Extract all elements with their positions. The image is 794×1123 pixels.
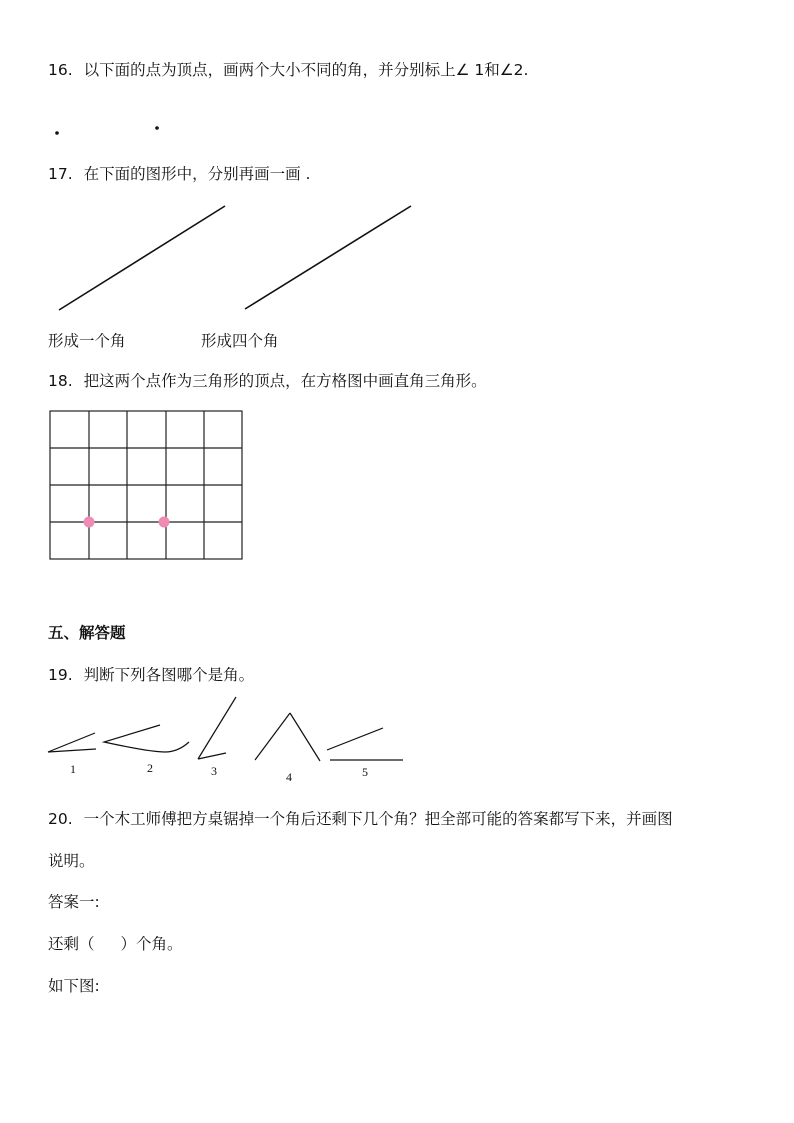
q19-text: 判断下列各图哪个是角。 — [83, 666, 255, 684]
q19-label-1: 1 — [70, 762, 76, 776]
q16-text: 以下面的点为顶点，画两个大小不同的角，并分别标上∠ 1和∠2. — [83, 61, 529, 79]
q20-number: 20. — [48, 810, 73, 828]
q19-fig4-ray-b — [290, 713, 320, 761]
q19-fig4-ray-a — [255, 713, 290, 760]
q19-fig2-shape — [104, 725, 189, 752]
q20-figure-label: 如下图: — [48, 977, 100, 995]
q17-number: 17. — [48, 165, 73, 183]
q19-label-5: 5 — [362, 765, 368, 779]
q19-label-2: 2 — [147, 761, 153, 775]
q20-remaining-suffix: ）个角。 — [120, 935, 183, 953]
q20-remaining-line — [48, 934, 183, 954]
q18-number: 18. — [48, 372, 73, 390]
q17-label-right: 形成四个角 — [201, 332, 279, 350]
q20-text-line1: 一个木工师傅把方桌锯掉一个角后还剩下几个角？把全部可能的答案都写下来，并画图 — [83, 810, 673, 828]
q20-remaining-prefix: 还剩（ — [48, 935, 95, 953]
q20-line-1 — [48, 809, 673, 829]
section-title: 五、解答题 — [48, 624, 126, 642]
q17-label-left: 形成一个角 — [48, 332, 126, 350]
q19-fig3-ray-b — [198, 753, 226, 759]
q19-number: 19. — [48, 666, 73, 684]
q17-text: 在下面的图形中，分别再画一画 . — [83, 165, 311, 183]
q20-text-line2: 说明。 — [48, 852, 95, 870]
q18-text: 把这两个点作为三角形的顶点，在方格图中画直角三角形。 — [83, 372, 487, 390]
q19-label-3: 3 — [211, 764, 217, 778]
q16-number: 16. — [48, 61, 73, 79]
q19-label-4: 4 — [286, 770, 292, 784]
q19-fig3-ray-a — [198, 697, 236, 759]
q19-fig5-ray-a — [327, 728, 383, 750]
q20-answer-label: 答案一: — [48, 893, 100, 911]
